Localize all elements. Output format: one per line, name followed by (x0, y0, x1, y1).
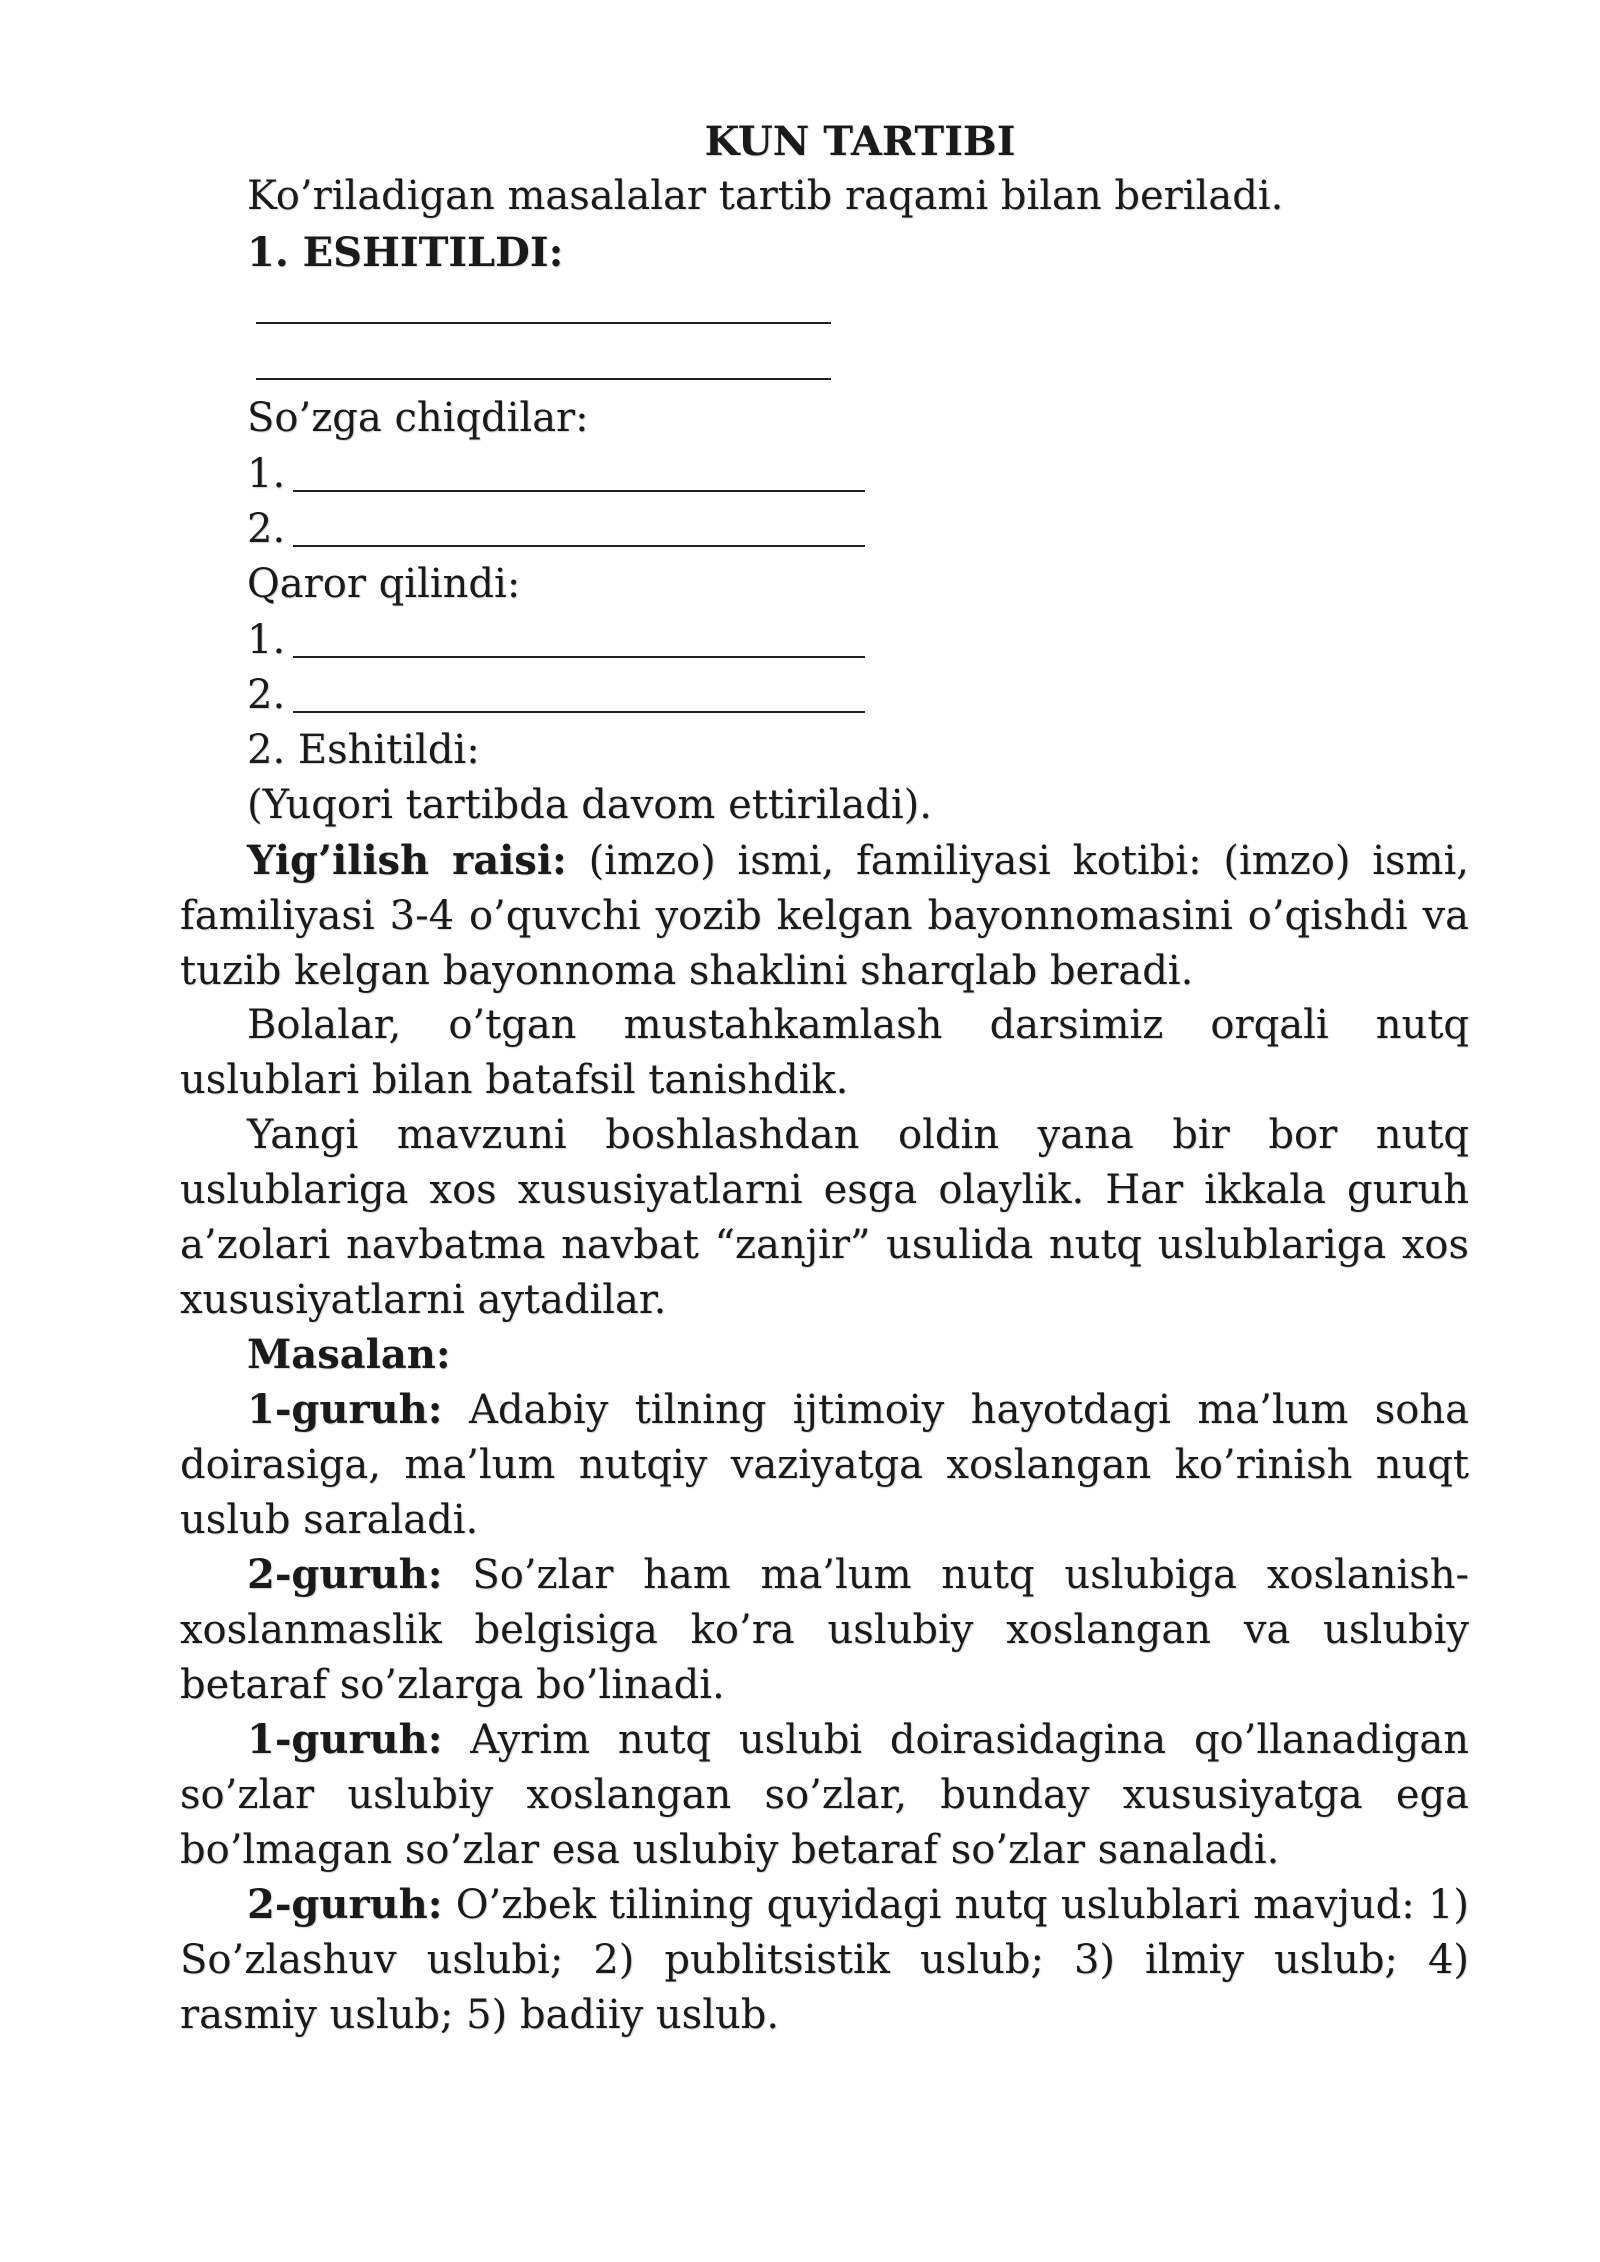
group-paragraph-3 (180, 1712, 1469, 1878)
decision-2-blank (293, 711, 865, 713)
group-text: O’zbek tilining quyidagi nutq uslublari mavjud: 1) So’zlashuv uslubi; 2) publitsistik uslub; 3) ilmiy uslub; 4) rasmiy uslub; 5) badiiy uslub. (180, 1882, 1469, 2038)
decision-1-blank (293, 656, 865, 658)
group-paragraph-1 (180, 1382, 1469, 1548)
group-text: Ayrim nutq uslubi doirasidagina qo’llanadigan so’zlar uslubiy xoslangan so’zlar, bunday xususiyatga ega bo’lmagan so’zlar esa uslubiy betaraf so’zlar sanaladi. (180, 1717, 1469, 1873)
speaker-2-number: 2. (247, 506, 286, 552)
group-label: 1-guruh: (247, 1386, 443, 1433)
chair-text: (imzo) ismi, familiyasi kotibi: (imzo) ismi, familiyasi 3-4 o’quvchi yozib kelgan bayonnomasini o’qishdi va tuzib kelgan bayonnoma shaklini sharqlab beradi. (180, 838, 1469, 994)
group-paragraph-4 (180, 1877, 1469, 2043)
example-label: Masalan: (247, 1331, 451, 1378)
speaker-1-number: 1. (247, 451, 286, 497)
group-label: 1-guruh: (247, 1716, 443, 1763)
new-topic-paragraph: Yangi mavzuni boshlashdan oldin yana bir bor nutq uslublariga xos xususiyatlarni esga olaylik. Har ikkala guruh a’zolari navbatma navbat “zanjir” usulida nutq uslublariga xos xususiyatlarni aytadilar. (180, 1112, 1469, 1323)
group-label: 2-guruh: (247, 1551, 443, 1598)
review-paragraph: Bolalar, o’tgan mustahkamlash darsimiz orqali nutq uslublari bilan batafsil tanishdik. (180, 1002, 1469, 1103)
speaker-2-blank (293, 545, 865, 547)
decision-label: Qaror qilindi: (247, 561, 521, 607)
item2-heading: 2. Eshitildi: (247, 727, 480, 773)
speaker-1-blank (293, 490, 865, 492)
item1-heading: 1. ESHITILDI: (247, 229, 564, 276)
chair-paragraph (180, 833, 1469, 999)
continue-note: (Yuqori tartibda davom ettiriladi). (247, 782, 932, 828)
decision-2-number: 2. (247, 672, 286, 718)
decision-1-number: 1. (247, 617, 286, 663)
group-text: Adabiy tilning ijtimoiy hayotdagi ma’lum soha doirasiga, ma’lum nutqiy vaziyatga xoslangan ko’rinish nuqt uslub saraladi. (180, 1387, 1469, 1543)
group-paragraph-2 (180, 1547, 1469, 1713)
group-text: So’zlar ham ma’lum nutq uslubiga xoslanish-xoslanmaslik belgisiga ko’ra uslubiy xoslangan va uslubiy betaraf so’zlarga bo’linadi. (180, 1552, 1469, 1708)
speakers-label: So’zga chiqdilar: (247, 395, 589, 441)
document-title: KUN TARTIBI (704, 118, 1016, 165)
intro-text: Ko’riladigan masalalar tartib raqami bilan beriladi. (247, 173, 1284, 219)
chair-label: Yig’ilish raisi: (247, 837, 567, 884)
blank-line-2 (256, 378, 831, 380)
group-label: 2-guruh: (247, 1881, 443, 1928)
blank-line-1 (256, 322, 831, 324)
